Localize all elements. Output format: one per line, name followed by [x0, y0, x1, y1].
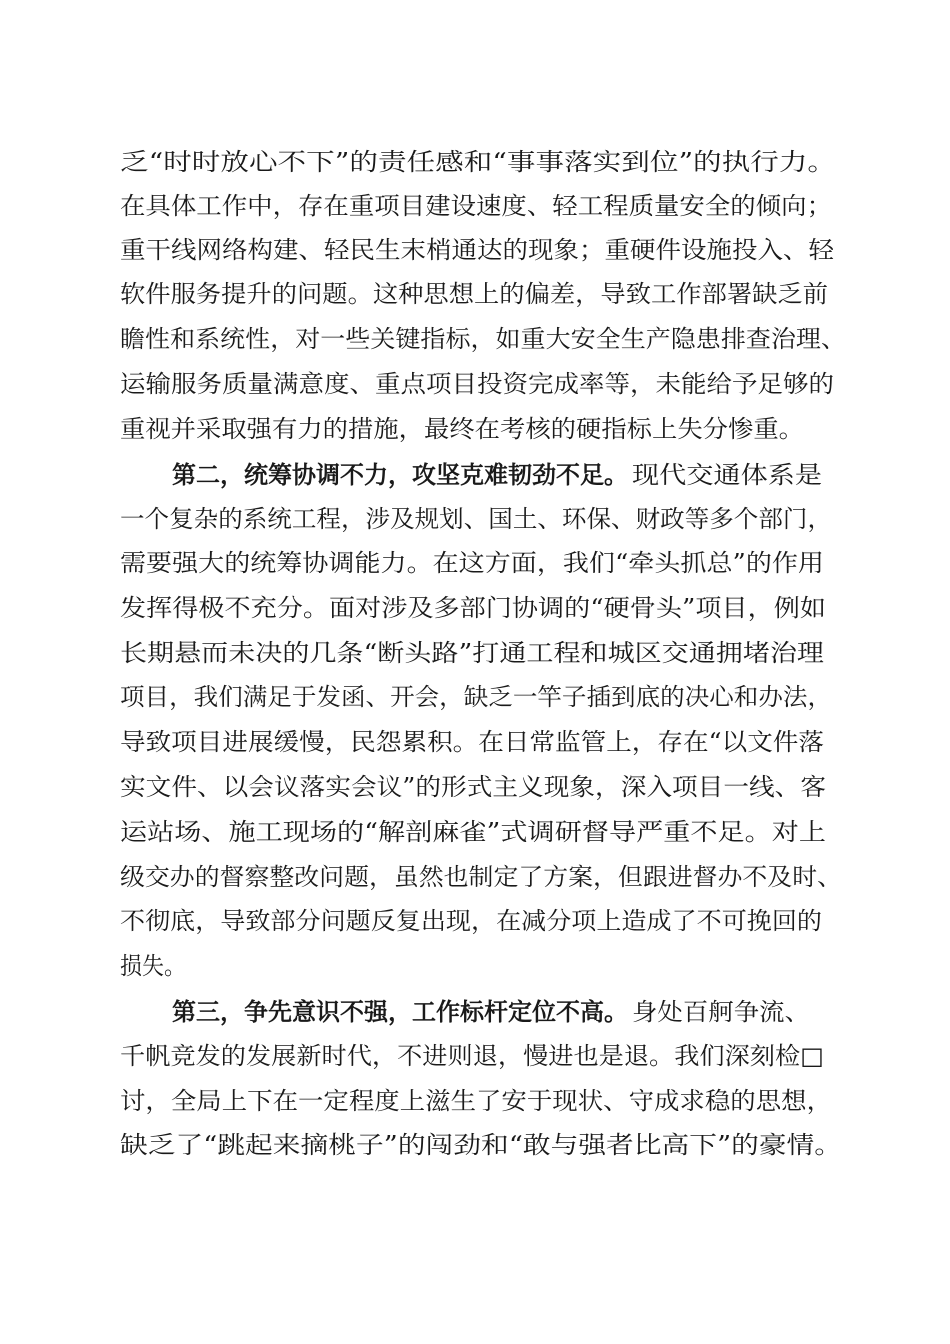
paragraph-2-line — [0, 499, 950, 539]
paragraph-3-text: 千帆竞发的发展新时代，不进则退，慢进也是退。我们深刻检□ — [120, 1042, 824, 1070]
paragraph-1-text: 软件服务提升的问题。这种思想上的偏差，导致工作部署缺乏前 — [120, 280, 828, 308]
paragraph-2-text: 一个复杂的系统工程，涉及规划、国土、环保、财政等多个部门， — [120, 505, 833, 533]
paragraph-3-line — [0, 1125, 950, 1165]
paragraph-1-text: 瞻性和系统性，对一些关键指标，如重大安全生产隐患排查治理、 — [120, 325, 846, 353]
paragraph-3-heading: 第三，争先意识不强，工作标杆定位不高。 — [172, 997, 628, 1026]
paragraph-1-line — [0, 186, 950, 226]
paragraph-2-first-line — [0, 455, 950, 495]
paragraph-2-text: 级交办的督察整改问题，虽然也制定了方案，但跟进督办不及时、 — [120, 863, 843, 891]
paragraph-2-text: 实文件、以会议落实会议”的形式主义现象，深入项目一线、客 — [120, 773, 826, 801]
paragraph-2-text: 运站场、施工现场的“解剖麻雀”式调研督导严重不足。对上 — [120, 818, 827, 846]
paragraph-3-line — [0, 1036, 950, 1076]
paragraph-3-text: 缺乏了“跳起来摘桃子”的闯劲和“敢与强者比高下”的豪情。 — [120, 1131, 842, 1159]
paragraph-3-first-line — [0, 992, 950, 1032]
paragraph-2-text: 项目，我们满足于发函、开会，缺乏一竿子插到底的决心和办法， — [120, 683, 833, 711]
paragraph-1-line — [0, 319, 950, 359]
paragraph-2-line — [0, 767, 950, 807]
paragraph-2-line — [0, 812, 950, 852]
paragraph-2-line — [0, 543, 950, 583]
paragraph-3-line — [0, 1081, 950, 1121]
paragraph-1-line — [0, 274, 950, 314]
paragraph-2-line — [0, 677, 950, 717]
paragraph-2-text: 损失。 — [120, 952, 186, 980]
paragraph-2-text: 长期悬而未决的几条“断头路”打通工程和城区交通拥堵治理 — [120, 639, 824, 667]
paragraph-2-line — [0, 946, 950, 986]
paragraph-1-text: 运输服务质量满意度、重点项目投资完成率等，未能给予足够的 — [120, 370, 834, 398]
paragraph-2-text: 导致项目进展缓慢，民怨累积。在日常监管上，存在“以文件落 — [120, 728, 824, 756]
paragraph-2-text: 不彻底，导致部分问题反复出现，在减分项上造成了不可挽回的 — [120, 907, 822, 935]
paragraph-1-text: 乏“时时放心不下”的责任感和“事事落实到位”的执行力。 — [120, 148, 836, 176]
paragraph-1-text: 重干线网络构建、轻民生末梢通达的现象；重硬件设施投入、轻 — [120, 236, 834, 264]
paragraph-1-line — [0, 142, 950, 182]
paragraph-3-text: 讨，全局上下在一定程度上滋生了安于现状、守成求稳的思想， — [120, 1087, 832, 1115]
paragraph-2-text: 需要强大的统筹协调能力。在这方面，我们“牵头抓总”的作用 — [120, 549, 825, 577]
paragraph-1-line — [0, 230, 950, 270]
paragraph-1-line — [0, 409, 950, 449]
paragraph-3-text: 身处百舸争流、 — [632, 998, 810, 1026]
paragraph-2-text: 现代交通体系是 — [632, 461, 822, 489]
paragraph-2-line — [0, 588, 950, 628]
paragraph-2-text: 发挥得极不充分。面对涉及多部门协调的“硬骨头”项目，例如 — [120, 594, 827, 622]
paragraph-1-line — [0, 364, 950, 404]
paragraph-2-line — [0, 633, 950, 673]
paragraph-2-line — [0, 722, 950, 762]
paragraph-2-line — [0, 901, 950, 941]
paragraph-2-heading: 第二，统筹协调不力，攻坚克难韧劲不足。 — [172, 460, 628, 489]
paragraph-1-text: 重视并采取强有力的措施，最终在考核的硬指标上失分惨重。 — [120, 415, 804, 443]
paragraph-2-line — [0, 857, 950, 897]
paragraph-1-text: 在具体工作中，存在重项目建设速度、轻工程质量安全的倾向； — [120, 192, 832, 220]
